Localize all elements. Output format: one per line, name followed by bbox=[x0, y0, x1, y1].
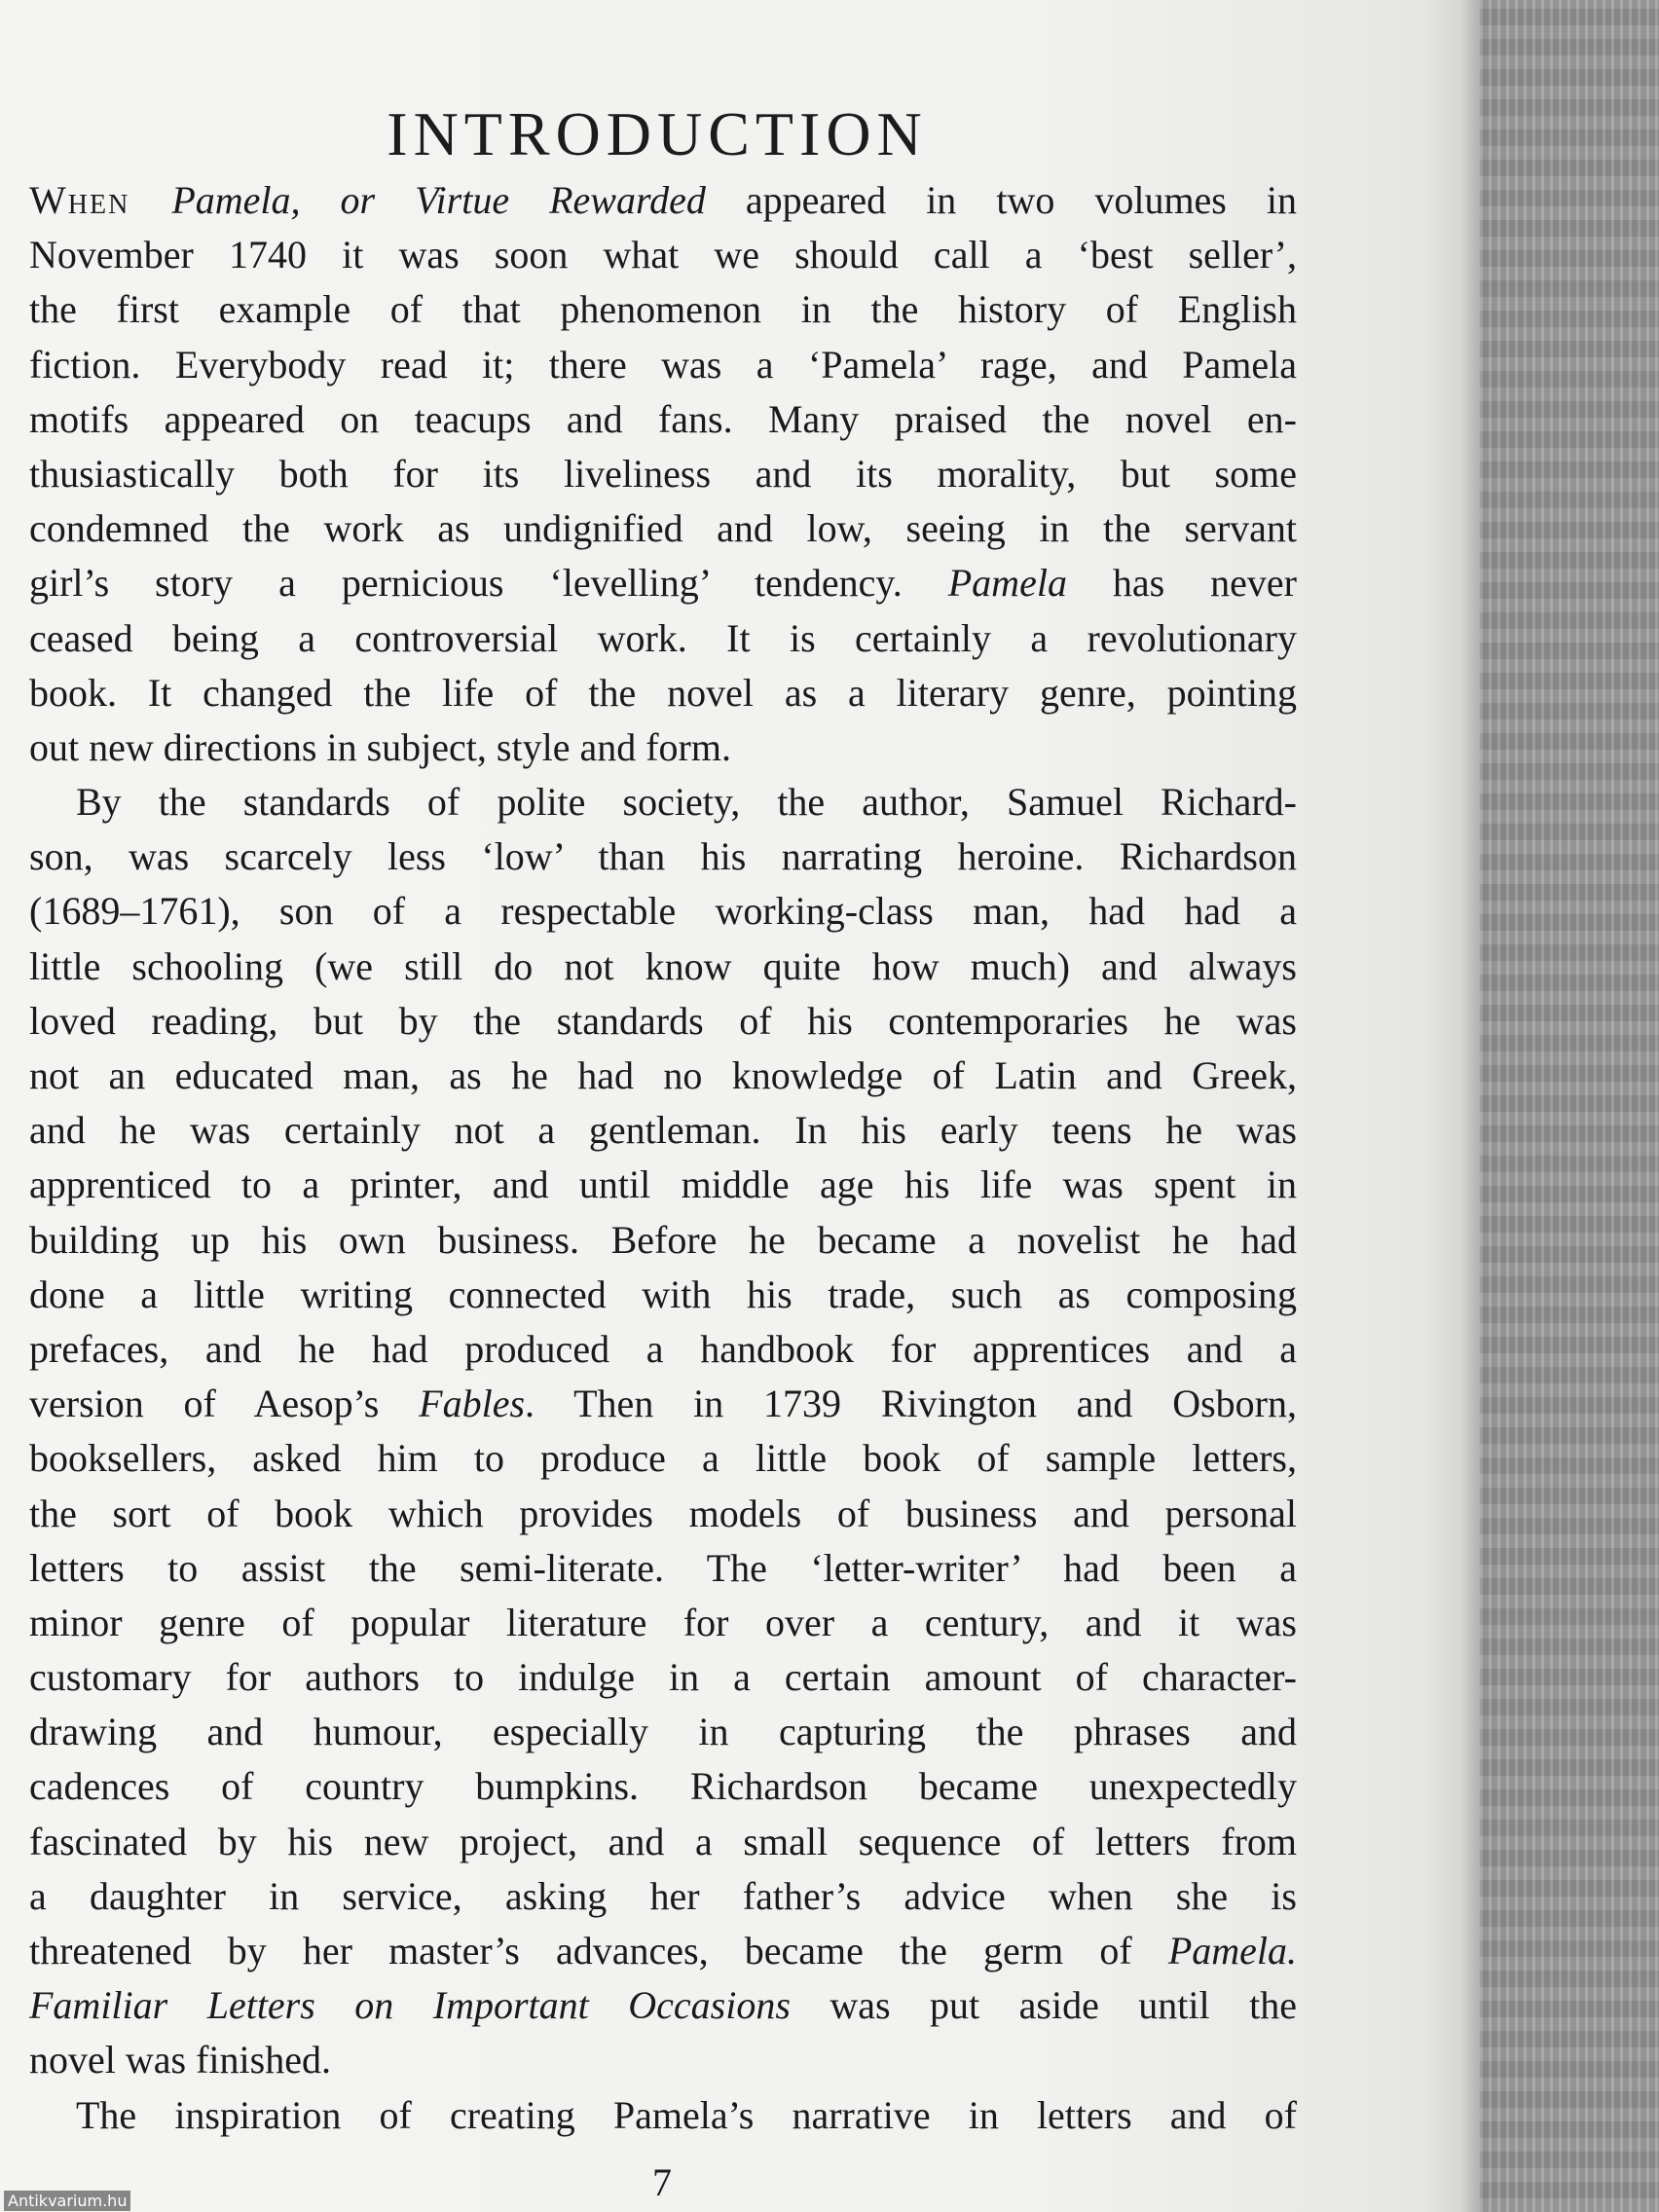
paragraph bbox=[29, 173, 1297, 775]
text-line: prefaces, and he had produced a handbook for apprentices and a bbox=[29, 1326, 1297, 1371]
text-line: novel was finished. bbox=[29, 2038, 331, 2083]
text-line: little schooling (we still do not know quite how much) and always bbox=[29, 943, 1297, 988]
text-line: thusiastically both for its liveliness and its morality, but some bbox=[29, 451, 1297, 496]
text-line: motifs appeared on teacups and fans. Many praised the novel en- bbox=[29, 396, 1297, 441]
chapter-title: INTRODUCTION bbox=[387, 98, 928, 168]
text-line: and he was certainly not a gentleman. In his early teens he was bbox=[29, 1108, 1297, 1153]
text-line: apprenticed to a printer, and until middle age his life was spent in bbox=[29, 1162, 1297, 1207]
text-line: the first example of that phenomenon in the history of English bbox=[29, 287, 1297, 332]
text-line: fiction. Everybody read it; there was a ‘Pamela’ rage, and Pamela bbox=[29, 342, 1297, 387]
page-number: 7 bbox=[652, 2160, 672, 2204]
text-line: out new directions in subject, style and form. bbox=[29, 724, 731, 769]
text-line: November 1740 it was soon what we should call a ‘best seller’, bbox=[29, 233, 1297, 277]
text-line: ceased being a controversial work. It is certainly a revolutionary bbox=[29, 615, 1297, 660]
text-line: condemned the work as undignified and low, seeing in the servant bbox=[29, 506, 1297, 551]
text-line: girl’s story a pernicious ‘levelling’ tendency. Pamela has never bbox=[29, 561, 1297, 606]
text-line: done a little writing connected with his trade, such as composing bbox=[29, 1272, 1297, 1316]
text-line: fascinated by his new project, and a small sequence of letters from bbox=[29, 1819, 1297, 1863]
text-line: customary for authors to indulge in a certain amount of character- bbox=[29, 1655, 1297, 1700]
text-line: minor genre of popular literature for over a century, and it was bbox=[29, 1600, 1297, 1644]
text-line: loved reading, but by the standards of his contemporaries he was bbox=[29, 998, 1297, 1043]
text-line: (1689–1761), son of a respectable working-class man, had had a bbox=[29, 889, 1297, 934]
text-line: When Pamela, or Virtue Rewarded appeared in two volumes in bbox=[29, 178, 1297, 222]
text-line: Familiar Letters on Important Occasions was put aside until the bbox=[29, 1983, 1297, 2028]
text-line: The inspiration of creating Pamela’s narrative in letters and of bbox=[76, 2092, 1297, 2137]
text-line: not an educated man, as he had no knowledge of Latin and Greek, bbox=[29, 1053, 1297, 1097]
text-line: By the standards of polite society, the author, Samuel Richard- bbox=[76, 780, 1297, 825]
text-line: version of Aesop’s Fables. Then in 1739 Rivington and Osborn, bbox=[29, 1382, 1297, 1426]
text-line: book. It changed the life of the novel as a literary genre, pointing bbox=[29, 670, 1297, 715]
text-line: letters to assist the semi-literate. The ‘letter-writer’ had been a bbox=[29, 1545, 1297, 1590]
watermark: Antikvarium.hu bbox=[4, 2191, 130, 2211]
text-line: booksellers, asked him to produce a little book of sample letters, bbox=[29, 1436, 1297, 1481]
paragraph bbox=[29, 2088, 1297, 2143]
text-line: the sort of book which provides models of business and personal bbox=[29, 1491, 1297, 1535]
text-line: threatened by her master’s advances, became the germ of Pamela. bbox=[29, 1929, 1297, 1972]
paragraph bbox=[29, 775, 1297, 2088]
body-text bbox=[29, 173, 1297, 2143]
text-line: drawing and humour, especially in capturing the phrases and bbox=[29, 1710, 1297, 1754]
text-line: cadences of country bumpkins. Richardson became unexpectedly bbox=[29, 1764, 1297, 1809]
text-line: a daughter in service, asking her father’s advice when she is bbox=[29, 1873, 1297, 1918]
text-line: son, was scarcely less ‘low’ than his narrating heroine. Richardson bbox=[29, 834, 1297, 879]
background-surface bbox=[1480, 0, 1659, 2212]
text-line: building up his own business. Before he became a novelist he had bbox=[29, 1217, 1297, 1262]
